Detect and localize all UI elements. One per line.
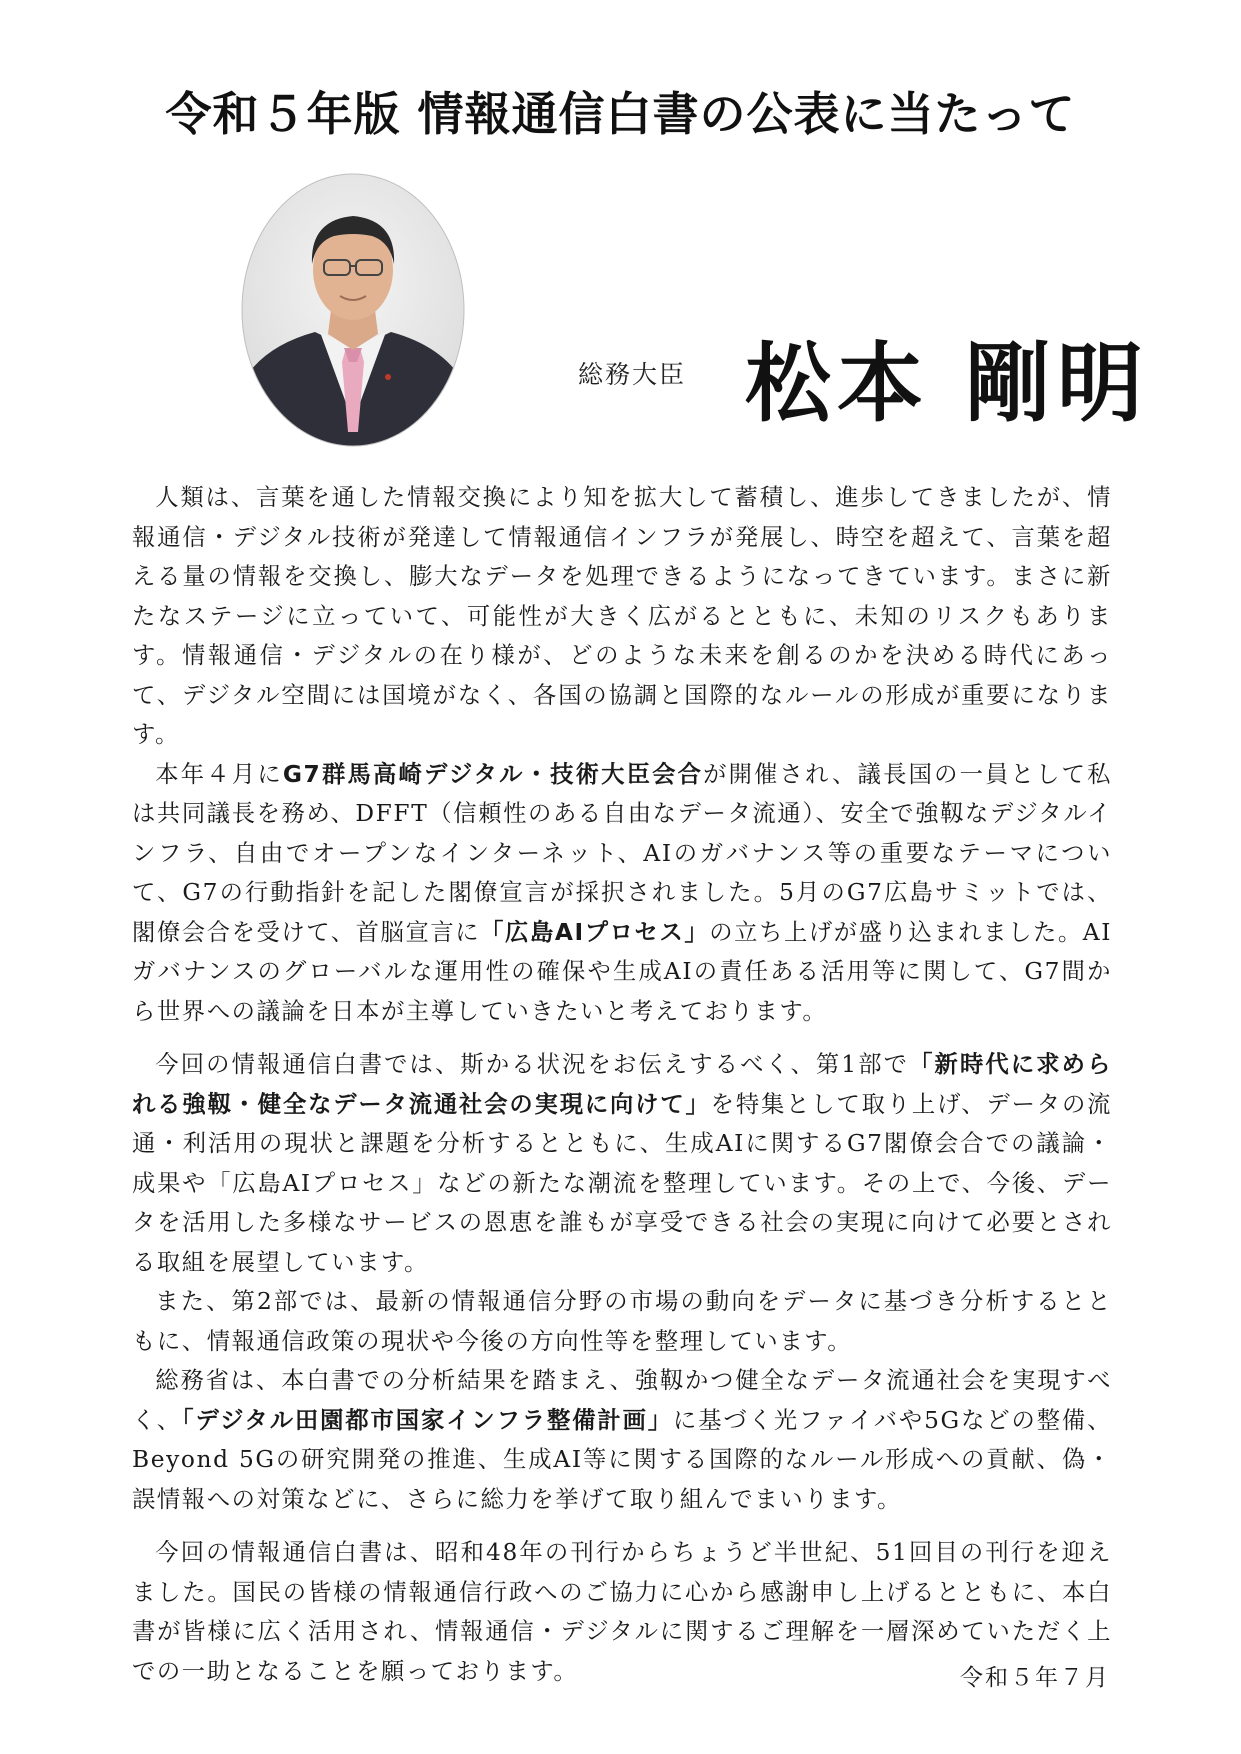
paragraph-5-highlight: 「デジタル田園都市国家インフラ整備計画」 [181,1406,674,1434]
paragraph-2-highlight-b: 「広島AIプロセス」 [480,918,710,946]
paragraph-2 [132,755,1112,1032]
paragraph-4-text: また、第2部では、最新の情報通信分野の市場の動向をデータに基づき分析するとともに、情報通信政策の現状や今後の方向性等を整理しています。 [132,1288,1112,1355]
paragraph-5 [132,1361,1112,1519]
paragraph-3-highlight: 「新時代に求められる強靱・健全なデータ流通社会の実現に向けて」 [132,1051,1112,1118]
minister-title: 総務大臣 [578,360,687,389]
paragraph-1 [132,478,1112,755]
paragraph-3 [132,1045,1112,1282]
minister-signature [745,318,1149,438]
page-title: 令和５年版 情報通信白書の公表に当たって [165,87,1076,141]
paragraph-3-text-b: を特集として取り上げ、データの流通・利活用の現状と課題を分析するとともに、生成AIに関するG7閣僚会合での議論・成果や「広島AIプロセス」などの新たな潮流を整理しています。その上で、今後、データを活用した多様なサービスの恩恵を誰もが享受できる社会の実現に向けて必要とされる取組を展望しています。 [132,1090,1112,1276]
paragraph-4 [132,1282,1112,1361]
paragraph-2-text-a: 本年４月に [155,760,283,788]
paragraph-2-text-c: の立ち上げが盛り込まれました。AIガバナンスのグローバルな運用性の確保や生成AIの責任ある活用等に関して、G7間から世界への議論を日本が主導していきたいと考えております。 [132,918,1113,1025]
paragraph-5-text-a: 総務省は、本白書での分析結果を踏まえ、強靱かつ健全なデータ流通社会を実現すべく、 [132,1367,1112,1434]
signature-text: 松本 剛明 [745,333,1149,434]
message-body [132,478,1112,1691]
paragraph-1-text: 人類は、言葉を通した情報交換により知を拡大して蓄積し、進歩してきましたが、情報通信・デジタル技術が発達して情報通信インフラが発展し、時空を超えて、言葉を超える量の情報を交換し、膨大なデータを処理できるようになってきています。まさに新たなステージに立っていて、可能性が大きく広がるとともに、未知のリスクもあります。情報通信・デジタルの在り様が、どのような未来を創るのかを決める時代にあって、デジタル空間には国境がなく、各国の協調と国際的なルールの形成が重要になります。 [132,484,1112,748]
publication-date: 令和５年７月 [960,1665,1110,1691]
paragraph-6-text: 今回の情報通信白書は、昭和48年の刊行からちょうど半世紀、51回目の刊行を迎えました。国民の皆様の情報通信行政へのご協力に心から感謝申し上げるとともに、本白書が皆様に広く活用され、情報通信・デジタルに関するご理解を一層深めていただく上での一助となることを願っております。 [132,1539,1112,1685]
minister-portrait [240,172,466,448]
paragraph-2-text-b: が開催され、議長国の一員として私は共同議長を務め、DFFT（信頼性のある自由なデータ流通）、安全で強靱なデジタルインフラ、自由でオープンなインターネット、AIのガバナンス等の重要なテーマについて、G7の行動指針を記した閣僚宣言が採択されました。5月のG7広島サミットでは、閣僚会合を受けて、首脳宣言に [132,760,1113,946]
paragraph-2-highlight-a: G7群馬高崎デジタル・技術大臣会合 [282,760,704,788]
paragraph-5-text-b: に基づく光ファイバや5Gなどの整備、Beyond 5Gの研究開発の推進、生成AI等に関する国際的なルール形成への貢献、偽・誤情報への対策などに、さらに総力を挙げて取り組んでまいります。 [132,1406,1112,1513]
paragraph-3-text-a: 今回の情報通信白書では、斯かる状況をお伝えするべく、第1部で [155,1051,910,1078]
